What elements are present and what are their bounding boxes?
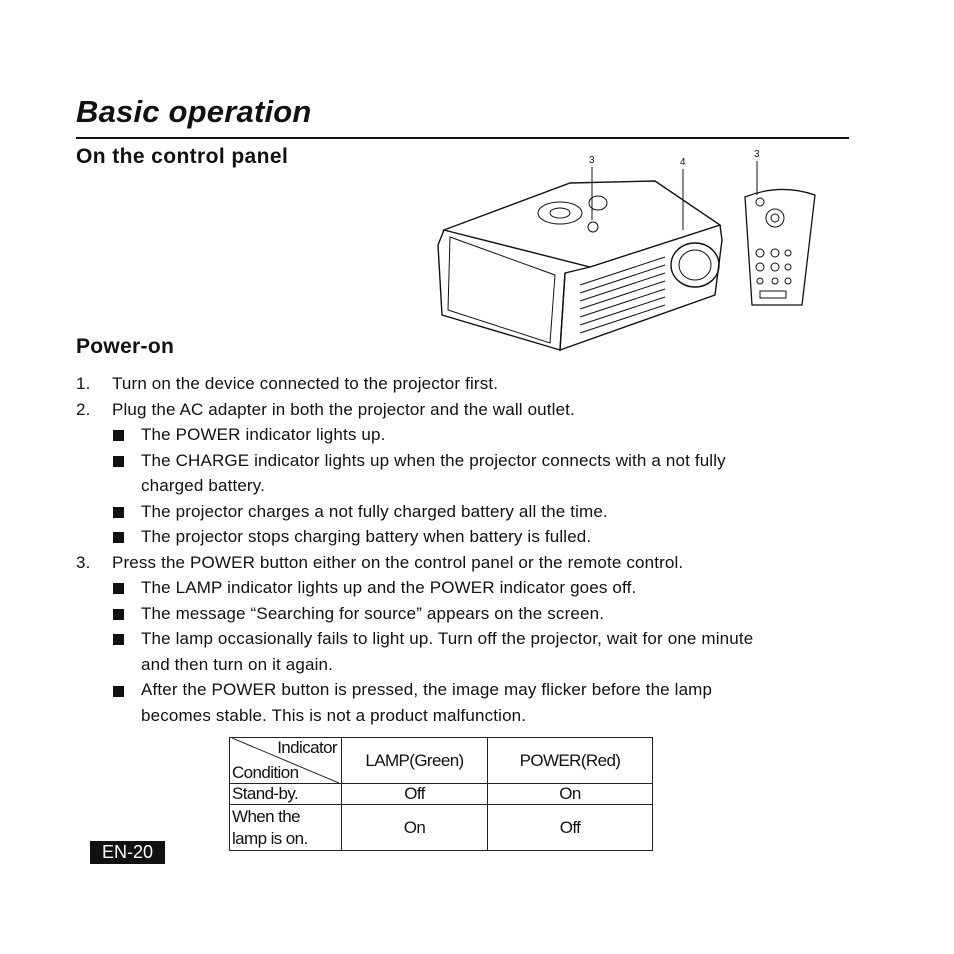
- section-heading-power-on: Power-on: [76, 335, 175, 358]
- row-condition-line2: lamp is on.: [232, 828, 308, 848]
- bullet-text: The POWER indicator lights up.: [141, 425, 386, 444]
- row-power-value: On: [488, 784, 653, 805]
- row-condition: [230, 805, 342, 851]
- table-header-corner: [230, 738, 342, 784]
- title-rule: [76, 137, 849, 139]
- bullet-square-icon: [113, 430, 124, 441]
- step-number: 3.: [76, 553, 91, 572]
- row-condition: Stand-by.: [230, 784, 342, 805]
- bullet-square-icon: [113, 456, 124, 467]
- bullet-square-icon: [113, 609, 124, 620]
- row-lamp-value: On: [342, 805, 488, 851]
- bullet-text: The projector charges a not fully charged battery all the time.: [141, 502, 608, 521]
- bullet-text-continued: charged battery.: [141, 476, 265, 495]
- callout-label: 3: [754, 149, 760, 160]
- bullet-text-continued: and then turn on it again.: [141, 655, 333, 674]
- table-row: [230, 805, 653, 851]
- bullet-text: The projector stops charging battery when battery is fulled.: [141, 527, 592, 546]
- page-number-badge: EN-20: [90, 841, 165, 864]
- section-heading-control-panel: On the control panel: [76, 145, 289, 168]
- row-power-value: Off: [488, 805, 653, 851]
- bullet-square-icon: [113, 686, 124, 697]
- row-condition-line1: When the: [232, 806, 300, 826]
- bullet-text-continued: becomes stable. This is not a product malfunction.: [141, 706, 527, 725]
- page-title: Basic operation: [76, 94, 312, 129]
- bullet-square-icon: [113, 583, 124, 594]
- bullet-square-icon: [113, 532, 124, 543]
- step-text: Press the POWER button either on the control panel or the remote control.: [112, 553, 684, 572]
- row-lamp-value: Off: [342, 784, 488, 805]
- callout-label: 4: [680, 157, 686, 168]
- bullet-square-icon: [113, 507, 124, 518]
- bullet-square-icon: [113, 634, 124, 645]
- step-number: 1.: [76, 374, 91, 393]
- projector-illustration: [430, 145, 850, 360]
- header-condition-label: Condition: [232, 763, 299, 782]
- table-header-lamp: LAMP(Green): [342, 738, 488, 784]
- step-text: Plug the AC adapter in both the projector and the wall outlet.: [112, 400, 575, 419]
- bullet-text: The lamp occasionally fails to light up. Turn off the projector, wait for one minute: [141, 629, 754, 648]
- callout-label: 3: [589, 155, 595, 166]
- bullet-text: After the POWER button is pressed, the image may flicker before the lamp: [141, 680, 713, 699]
- bullet-text: The message “Searching for source” appears on the screen.: [141, 604, 605, 623]
- step-number: 2.: [76, 400, 91, 419]
- indicator-table: [229, 737, 653, 851]
- table-row: [230, 784, 653, 805]
- bullet-text: The CHARGE indicator lights up when the projector connects with a not fully: [141, 451, 726, 470]
- step-text: Turn on the device connected to the projector first.: [112, 374, 499, 393]
- table-header-power: POWER(Red): [488, 738, 653, 784]
- bullet-text: The LAMP indicator lights up and the POWER indicator goes off.: [141, 578, 637, 597]
- header-indicator-label: Indicator: [277, 738, 337, 757]
